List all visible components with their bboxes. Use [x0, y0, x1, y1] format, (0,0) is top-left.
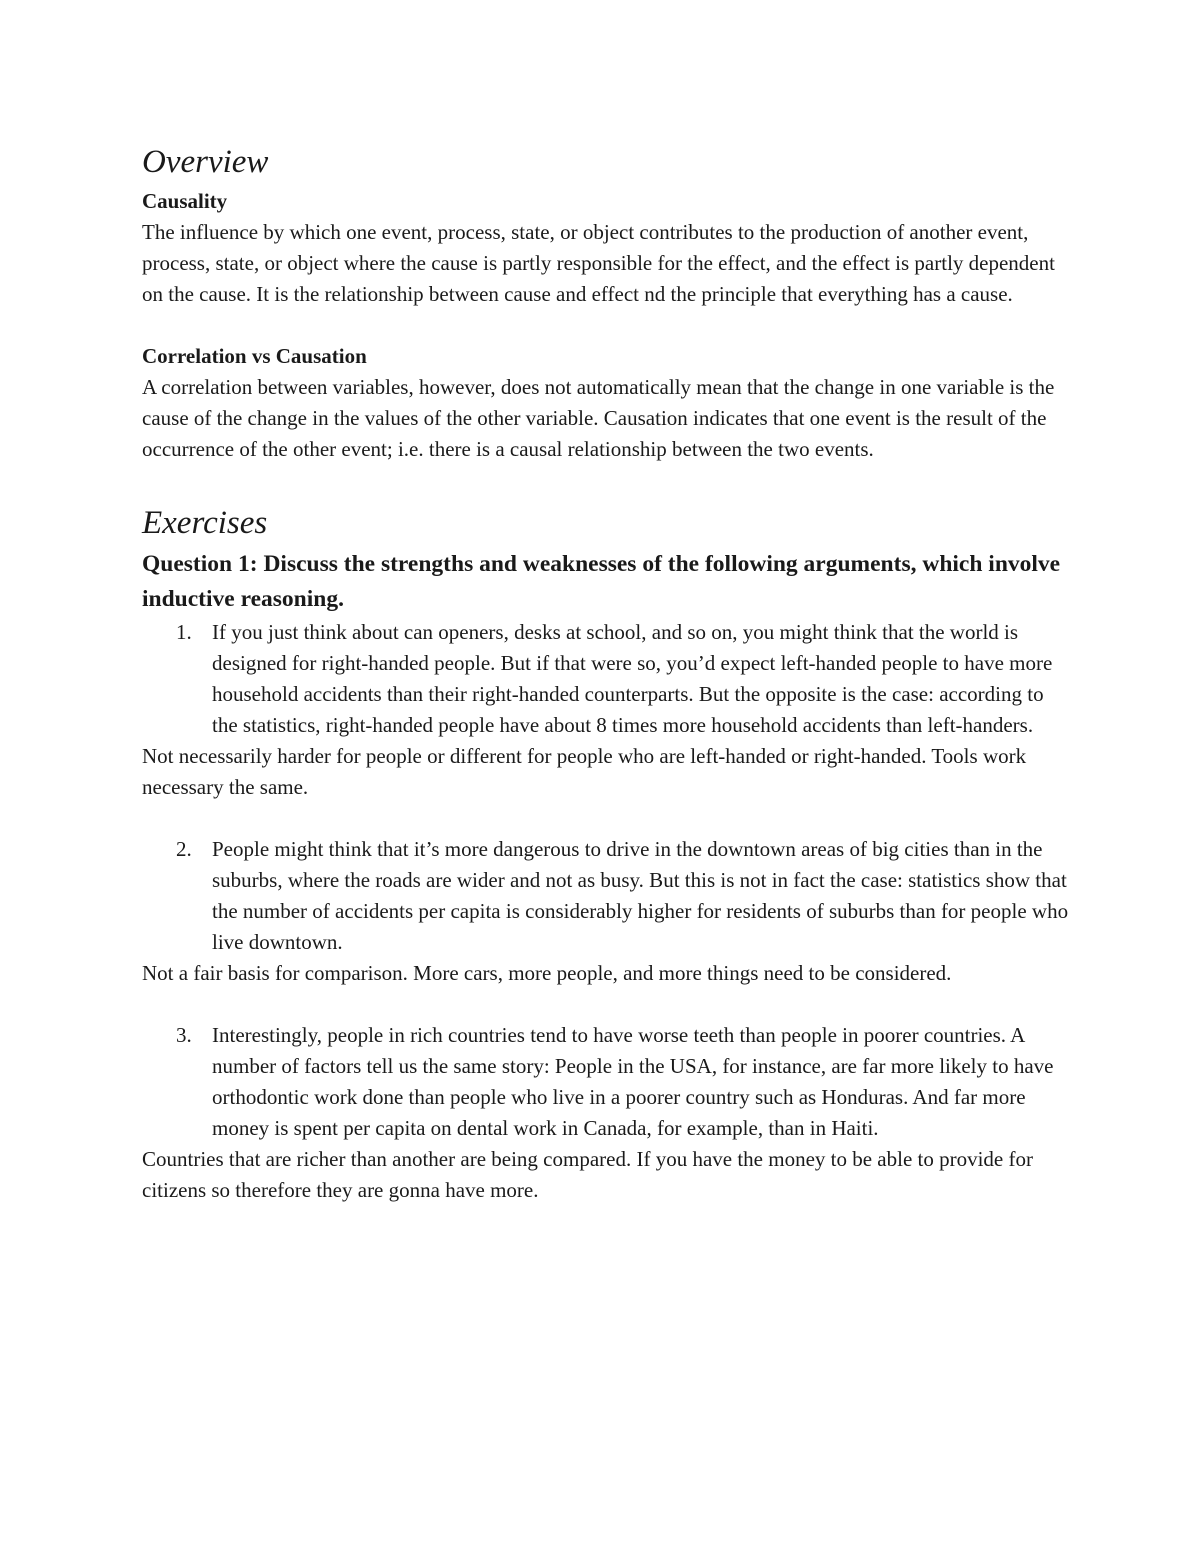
argument-list [142, 617, 1072, 741]
answer-1: Not necessarily harder for people or different for people who are left-handed or right-handed. Tools work necessary the same. [142, 744, 1027, 799]
spacer [142, 310, 1072, 341]
argument-list [142, 834, 1072, 958]
question-1-text: Discuss the strengths and weaknesses of the following arguments, which involve inductive reasoning. [142, 551, 1061, 612]
list-item [142, 834, 1072, 958]
overview-heading: Overview [142, 144, 269, 180]
list-item-number: 1. [176, 620, 192, 644]
spacer [142, 803, 1072, 834]
causality-title: Causality [142, 189, 228, 213]
list-item-number: 2. [176, 837, 192, 861]
answer-2: Not a fair basis for comparison. More cars, more people, and more things need to be considered. [142, 961, 952, 985]
spacer [142, 989, 1072, 1020]
question-1-label: Question 1: [142, 551, 258, 577]
causality-text: The influence by which one event, process, state, or object contributes to the production of another event, process, state, or object where the cause is partly responsible for the effect, and the effect is partly dependent on the cause. It is the relationship between cause and effect nd the principle that everything has a cause. [142, 220, 1055, 306]
list-item-number: 3. [176, 1023, 192, 1047]
answer-3: Countries that are richer than another are being compared. If you have the money to be able to provide for citizens so therefore they are gonna have more. [142, 1147, 1033, 1202]
correlation-text: A correlation between variables, however, does not automatically mean that the change in one variable is the cause of the change in the values of the other variable. Causation indicates that one event is the result of the occurrence of the other event; i.e. there is a causal relationship between the two events. [142, 375, 1055, 461]
list-item-text: Interestingly, people in rich countries tend to have worse teeth than people in poorer countries. A number of factors tell us the same story: People in the USA, for instance, are far more likely to have orthodontic work done than people who live in a poorer country such as Honduras. And far more money is spent per capita on dental work in Canada, for example, than in Haiti. [212, 1023, 1054, 1140]
list-item [142, 1020, 1072, 1144]
list-item-text: If you just think about can openers, desks at school, and so on, you might think that the world is designed for right-handed people. But if that were so, you’d expect left-handed people to have more household accidents than their right-handed counterparts. But the opposite is the case: according to the statistics, right-handed people have about 8 times more household accidents than left-handers. [212, 620, 1053, 737]
list-item-text: People might think that it’s more dangerous to drive in the downtown areas of big cities than in the suburbs, where the roads are wider and not as busy. But this is not in fact the case: statistics show that the number of accidents per capita is considerably higher for residents of suburbs than for people who live downtown. [212, 837, 1069, 954]
exercises-heading: Exercises [142, 505, 268, 541]
question-1 [142, 547, 1072, 617]
list-item [142, 617, 1072, 741]
document-page [142, 140, 1072, 1206]
argument-list [142, 1020, 1072, 1144]
correlation-title: Correlation vs Causation [142, 344, 367, 368]
spacer [142, 465, 1072, 501]
